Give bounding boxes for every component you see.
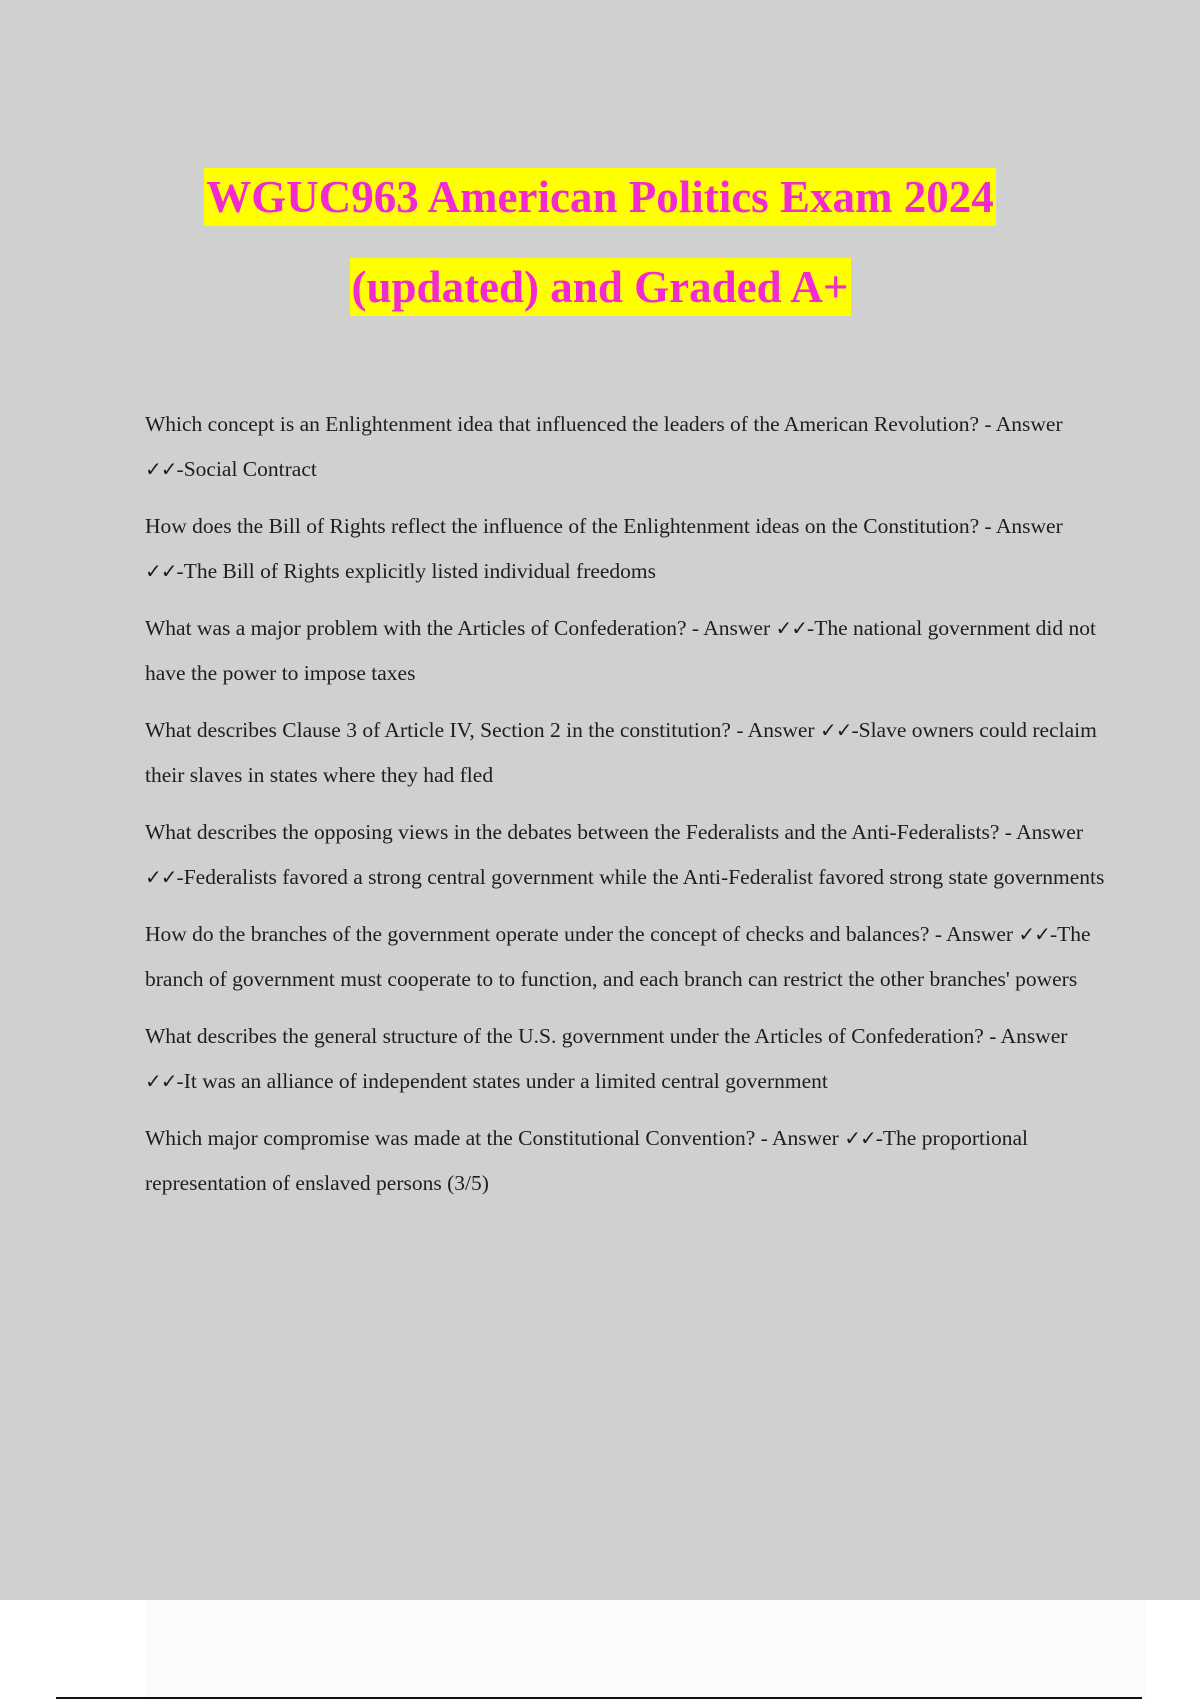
double-check-icon: ✓✓: [775, 616, 808, 640]
question-text: How does the Bill of Rights reflect the influence of the Enlightenment ideas on the Constitution?: [145, 514, 980, 538]
qa-item: [145, 708, 1105, 798]
footer-divider: [56, 1697, 1142, 1699]
answer-dash: -: [851, 718, 859, 742]
answer-text: The proportional representation of enslaved persons (3/5): [145, 1126, 1028, 1195]
question-text: Which concept is an Enlightenment idea that influenced the leaders of the American Revolution?: [145, 412, 980, 436]
double-check-icon: ✓✓: [1018, 922, 1050, 946]
question-text: What describes the general structure of the U.S. government under the Articles of Confederation?: [145, 1024, 984, 1048]
double-check-icon: ✓✓: [145, 1069, 177, 1093]
answer-text: Slave owners could reclaim their slaves in states where they had fled: [145, 718, 1097, 787]
double-check-icon: ✓✓: [145, 457, 177, 481]
answer-prefix: - Answer: [686, 616, 776, 640]
answer-text: The Bill of Rights explicitly listed individual freedoms: [183, 559, 657, 583]
answer-prefix: - Answer: [983, 1024, 1068, 1048]
answer-text: The national government did not have the power to impose taxes: [145, 616, 1097, 685]
answer-dash: -: [176, 1069, 184, 1093]
question-answer-list: [145, 402, 1105, 1218]
qa-item: [145, 1014, 1105, 1104]
answer-prefix: - Answer: [999, 820, 1084, 844]
qa-item: [145, 912, 1105, 1002]
answer-text: Social Contract: [183, 457, 317, 481]
answer-dash: -: [176, 865, 184, 889]
answer-text: The branch of government must cooperate to to function, and each branch can restrict the other branches' powers: [145, 922, 1091, 991]
answer-dash: -: [176, 559, 184, 583]
answer-prefix: - Answer: [730, 718, 820, 742]
answer-prefix: - Answer: [929, 922, 1019, 946]
answer-dash: -: [176, 457, 184, 481]
answer-prefix: - Answer: [755, 1126, 845, 1150]
answer-text: It was an alliance of independent states under a limited central government: [183, 1069, 828, 1093]
double-check-icon: ✓✓: [145, 865, 177, 889]
question-text: What describes Clause 3 of Article IV, Section 2 in the constitution?: [145, 718, 731, 742]
double-check-icon: ✓✓: [844, 1126, 876, 1150]
question-text: How do the branches of the government operate under the concept of checks and balances?: [145, 922, 930, 946]
qa-item: [145, 504, 1105, 594]
question-text: What describes the opposing views in the debates between the Federalists and the Anti-Federalists?: [145, 820, 1000, 844]
page-bottom-margin: [0, 1600, 1200, 1700]
document-title: [0, 168, 1200, 316]
answer-prefix: - Answer: [979, 412, 1063, 436]
answer-dash: -: [807, 616, 815, 640]
question-text: What was a major problem with the Articles of Confederation?: [145, 616, 687, 640]
title-line-1: WGUC963 American Politics Exam 2024: [204, 168, 995, 226]
double-check-icon: ✓✓: [819, 718, 852, 742]
qa-item: [145, 606, 1105, 696]
title-line-2: (updated) and Graded A+: [350, 258, 851, 316]
qa-item: [145, 1116, 1105, 1206]
question-text: Which major compromise was made at the Constitutional Convention?: [145, 1126, 756, 1150]
answer-prefix: - Answer: [979, 514, 1063, 538]
answer-dash: -: [875, 1126, 883, 1150]
answer-dash: -: [1049, 922, 1058, 946]
answer-text: Federalists favored a strong central government while the Anti-Federalist favored strong state governments: [183, 865, 1105, 889]
next-page-preview: [145, 1600, 1145, 1700]
double-check-icon: ✓✓: [145, 559, 177, 583]
qa-item: [145, 810, 1105, 900]
qa-item: [145, 402, 1105, 492]
